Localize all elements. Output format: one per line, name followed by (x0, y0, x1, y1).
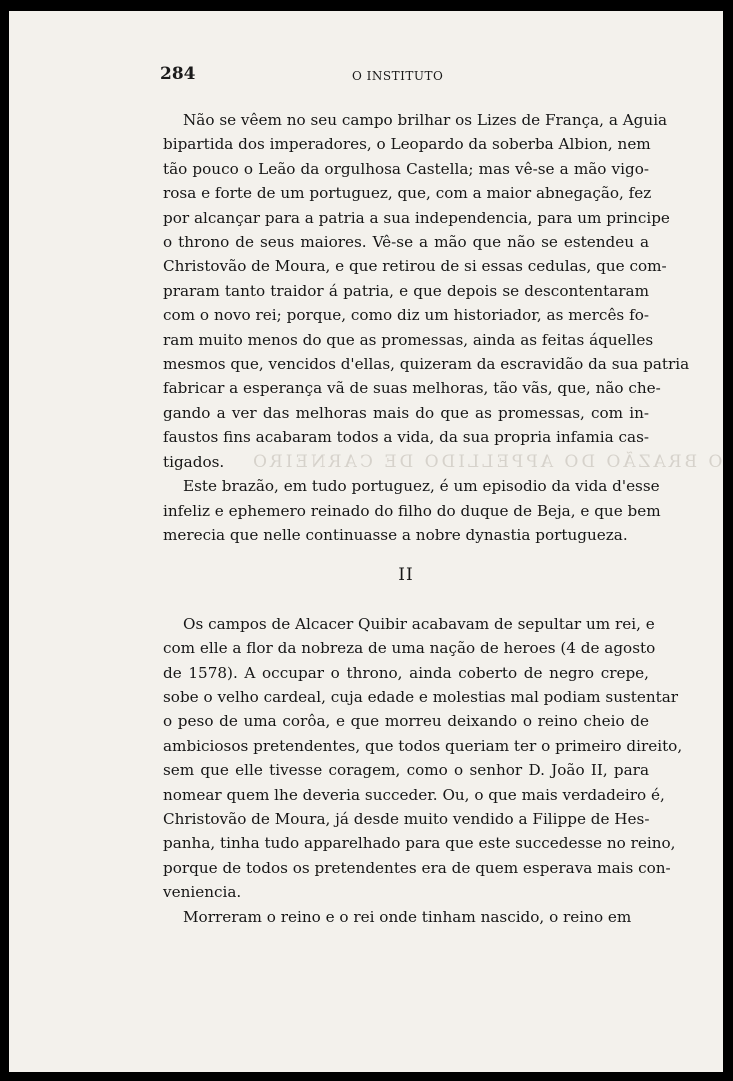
text-line: nomear quem lhe deveria succeder. Ou, o que mais verdadeiro é, (163, 785, 665, 804)
text-line: rosa e forte de um portuguez, que, com a maior abnegação, fez (163, 184, 652, 203)
text-line: ambiciosos pretendentes, que todos queriam ter o primeiro direito, (163, 736, 683, 755)
text-line: faustos fins acabaram todos a vida, da sua propria infamia cas- (163, 428, 649, 447)
text-line: de 1578). A occupar o throno, ainda coberto de negro crepe, (163, 663, 649, 682)
text-line: porque de todos os pretendentes era de quem esperava mais con- (163, 858, 671, 877)
page-number: 284 (160, 64, 196, 84)
text-line: infeliz e ephemero reinado do filho do duque de Beja, e que bem (163, 501, 661, 520)
text-line: Morreram o reino e o rei onde tinham nascido, o reino em (183, 907, 632, 926)
text-line: com o novo rei; porque, como diz um historiador, as mercês fo- (163, 306, 649, 325)
text-line: Os campos de Alcacer Quibir acabavam de sepultar um rei, e (183, 614, 655, 633)
running-title: O INSTITUTO (352, 69, 444, 83)
text-line: sem que elle tivesse coragem, como o senhor D. João II, para (163, 761, 649, 780)
text-line: ram muito menos do que as promessas, ainda as feitas áquelles (163, 330, 654, 349)
text-line: o throno de seus maiores. Vê-se a mão que não se estendeu a (163, 233, 649, 252)
text-line: veniencia. (163, 883, 242, 902)
section-number: II (398, 565, 414, 586)
show-through-text: O BRAZÃO DO APPELLIDO DE CARNEIRO (250, 452, 723, 472)
text-line: praram tanto traidor á patria, e que depois se descontentaram (163, 281, 649, 300)
text-line: mesmos que, vencidos d'ellas, quizeram da escravidão da sua patria (163, 355, 690, 374)
text-line: bipartida dos imperadores, o Leopardo da soberba Albion, nem (163, 135, 651, 154)
text-line: merecia que nelle continuasse a nobre dynastia portugueza. (163, 525, 628, 544)
text-line: com elle a flor da nobreza de uma nação de heroes (4 de agosto (163, 639, 656, 658)
text-line: panha, tinha tudo apparelhado para que este succedesse no reino, (163, 834, 676, 853)
text-line: por alcançar para a patria a sua independencia, para um principe (163, 208, 670, 227)
text-line: o peso de uma corôa, e que morreu deixando o reino cheio de (163, 712, 649, 731)
text-line: Não se vêem no seu campo brilhar os Lizes de França, a Aguia (183, 111, 668, 129)
text-line: fabricar a esperança vã de suas melhoras, tão vãs, que, não che- (163, 379, 661, 398)
text-line: sobe o velho cardeal, cuja edade e molestias mal podiam sustentar (163, 687, 679, 706)
text-line: tigados. (163, 452, 225, 471)
text-line: tão pouco o Leão da orgulhosa Castella; mas vê-se a mão vigo- (163, 159, 649, 178)
text-line: Este brazão, em tudo portuguez, é um episodio da vida d'esse (183, 477, 660, 496)
text-line: Christovão de Moura, e que retirou de si essas cedulas, que com- (163, 257, 667, 276)
text-line: gando a ver das melhoras mais do que as promessas, com in- (163, 403, 649, 422)
text-line: Christovão de Moura, já desde muito vendido a Filippe de Hes- (163, 809, 650, 828)
body-text (163, 108, 690, 929)
